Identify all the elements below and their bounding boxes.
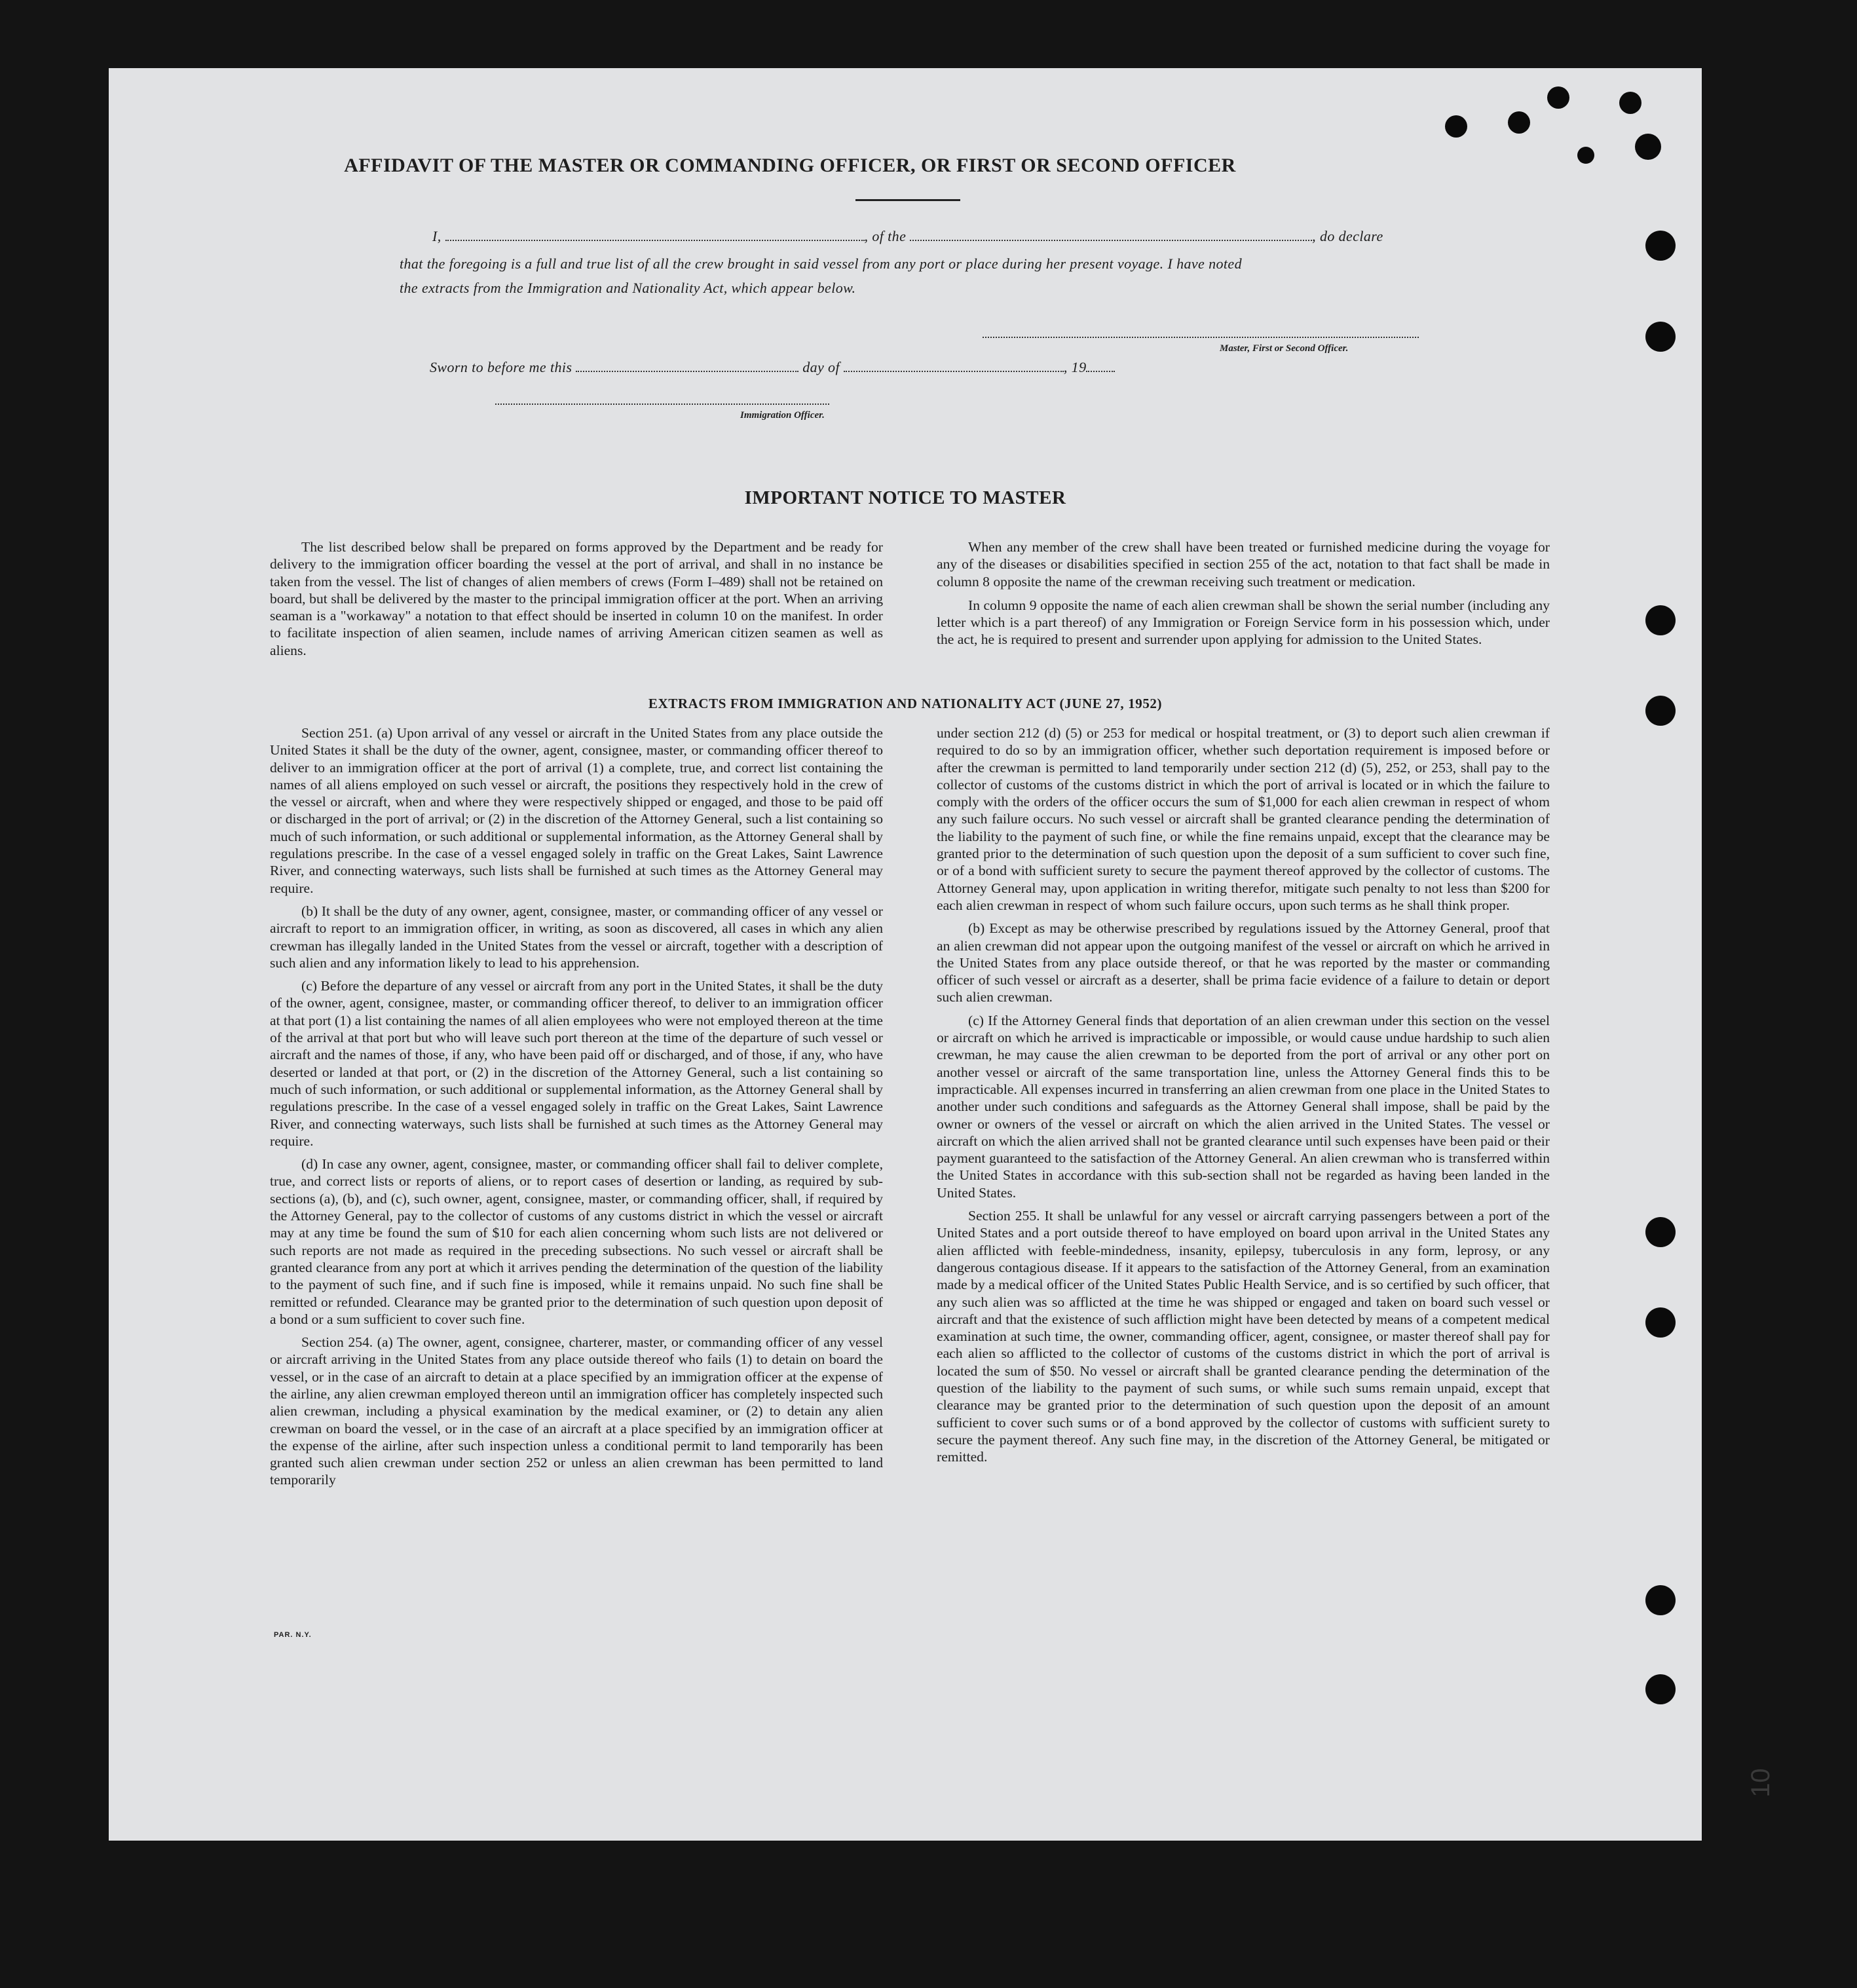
punch-hole	[1645, 1307, 1676, 1338]
section-254c: (c) If the Attorney General finds that deportation of an alien crewman under this section on the vessel or aircraft on which he arrived is impracticable or impossible, or would cause undue hardship to such alien crewman, he may cause the alien crewman to be deported from the port of arrival or any other port on another vessel or aircraft of the same transportation line, unless the Attorney General finds this to be impracticable. All expenses incurred in transferring an alien crewman from one place in the United States to another under such conditions and safeguards as the Attorney General shall impose, shall be paid by the owner or owners of the vessel or aircraft on which the alien arrived in the United States. The vessel or aircraft on which the alien arrived shall not be granted clearance until such expenses have been paid or their payment guaranteed to the satisfaction of the Attorney General. An alien crewman who is transferred within the United States in accordance with this sub-section shall not be regarded as having been landed in the United States.	[937, 1012, 1550, 1201]
section-251c: (c) Before the departure of any vessel or aircraft from any port in the United States, it shall be the duty of the owner, agent, consignee, master, or commanding officer thereof, to deliver to an immigration officer at that port (1) a list containing the names of all alien employees who were not employed thereon at the time of the arrival at that port but who will leave such port thereon at the time of the departure of such vessel or aircraft and the names of those, if any, who have been paid off or discharged, and of those, if any, who have deserted or landed at that port, or (2) in the discretion of the Attorney General, such a list containing so much of such information, or such additional or supplemental information, as the Attorney General shall by regulations prescribe. In the case of a vessel engaged solely in traffic on the Great Lakes, Saint Lawrence River, and connecting waterways, such lists shall be furnished at such times as the Attorney General may require.	[270, 978, 883, 1149]
sworn-year-label: , 19	[1063, 359, 1087, 375]
affidavit-line-2: that the foregoing is a full and true list of all the crew brought in said vessel from any port or place during her present voyage. I have noted	[400, 255, 1242, 272]
name-blank	[445, 228, 865, 241]
notice-right-paragraph-2: In column 9 opposite the name of each alien crewman shall be shown the serial number (including any letter which is a part thereof) of any Immigration or Foreign Service form in his possession which, under the act, he is required to present and surrender upon applying for admission to the United States.	[937, 597, 1550, 648]
punch-hole	[1577, 147, 1594, 164]
section-254b: (b) Except as may be otherwise prescribed by regulations issued by the Attorney General, proof that an alien crewman did not appear upon the outgoing manifest of the vessel or aircraft on which he arrived in the United States from any place outside thereof, or that he was reported by the master or commanding officer of such vessel or aircraft as a deserter, shall be prima facie evidence of a failure to detain or deport such alien crewman.	[937, 920, 1550, 1005]
punch-hole	[1645, 1585, 1676, 1615]
section-254a-start: Section 254. (a) The owner, agent, consignee, charterer, master, or commanding officer of any vessel or aircraft arriving in the United States from any place outside thereof who fails (1) to detain on board the vessel, or in the case of an aircraft to detain at a place specified by an immigration officer at the expense of the airline, any alien crewman employed thereon until an immigration officer has completely inspected such alien crewman, including a physical examination by the medical examiner, or (2) to detain any alien crewman on board the vessel, or in the case of an aircraft at a place specified by an immigration officer at the expense of the airline, after such inspection unless a conditional permit to land temporarily has been granted such alien crewman under section 252 or unless an alien crewman has been permitted to land temporarily	[270, 1334, 883, 1488]
affidavit-line-3: the extracts from the Immigration and Nationality Act, which appear below.	[400, 280, 856, 296]
page-number: 10	[1746, 1768, 1775, 1797]
sworn-line	[430, 359, 1115, 376]
officer-caption: Immigration Officer.	[740, 410, 825, 421]
section-255: Section 255. It shall be unlawful for any vessel or aircraft carrying passengers between a port of the United States and a port outside thereof to have employed on board upon arrival in the United States any alien afflicted with feeble-mindedness, insanity, epilepsy, tuberculosis in any form, leprosy, or any dangerous contagious disease. If it appears to the satisfaction of the Attorney General, from an examination made by a medical officer of the United States Public Health Service, and is so certified by such officer, that any such alien was so afflicted at the time he was shipped or engaged and taken on board such vessel or aircraft and that the existence of such affliction might have been detected by means of a competent medical examination at such time, the owner, commanding officer, agent, consignee, or master thereof shall pay for each alien so afflicted to the collector of customs of the customs district in which the port of arrival is located the sum of $50. No vessel or aircraft shall be granted clearance pending the determination of the question of the liability to the payment of such sums, or while such sums remain unpaid, except that clearance may be granted prior to the determination of such question upon the deposit of an amount sufficient to cover such sums or of a bond approved by the collector of customs with sufficient surety to secure the payment thereof. Any such fine may, in the discretion of the Attorney General, be mitigated or remitted.	[937, 1208, 1550, 1465]
punch-hole	[1635, 134, 1661, 160]
extracts-title: EXTRACTS FROM IMMIGRATION AND NATIONALITY ACT (JUNE 27, 1952)	[648, 696, 1163, 711]
sworn-day-of-label: day of	[802, 359, 840, 375]
extracts-left-column	[270, 724, 883, 1495]
punch-hole	[1645, 605, 1676, 635]
punch-hole	[1645, 1217, 1676, 1247]
sworn-month-blank	[844, 359, 1064, 372]
punch-hole	[1508, 111, 1530, 134]
section-251d: (d) In case any owner, agent, consignee, master, or commanding officer shall fail to deliver complete, true, and correct lists or reports of aliens, or to report cases of desertion or landing, as required by sub-sections (a), (b), and (c), such owner, agent, consignee, master, or commanding officer, shall, if required by the Attorney General, pay to the collector of customs of any customs district in which the vessel or aircraft may at any time be found the sum of $10 for each alien concerning whom such lists are not delivered or such reports are not made as required in the preceding subsections. No such vessel or aircraft shall be granted clearance from any port at which it arrives pending the determination of the question of the liability to the payment of such fine, and if such fine is imposed, while it remains unpaid. No such fine shall be remitted or refunded. Clearance may be granted prior to the determination of such question upon deposit of a bond or a sum sufficient to cover such fine.	[270, 1156, 883, 1327]
punch-hole	[1619, 92, 1641, 114]
punch-hole	[1645, 231, 1676, 261]
section-251b: (b) It shall be the duty of any owner, agent, consignee, master, or commanding officer of any vessel or aircraft to report to an immigration officer, in writing, as soon as discovered, all cases in which any alien crewman has illegally landed in the United States from the vessel or aircraft, together with a description of such alien and any information likely to lead to his apprehension.	[270, 903, 883, 971]
sworn-year-blank	[1086, 359, 1115, 372]
affidavit-title: AFFIDAVIT OF THE MASTER OR COMMANDING OFFICER, OR FIRST OR SECOND OFFICER	[344, 155, 1236, 176]
affidavit-of-the-label: , of the	[864, 228, 907, 244]
section-254a-continued: under section 212 (d) (5) or 253 for medical or hospital treatment, or (3) to deport such alien crewman if required to do so by an immigration officer, whether such deportation requirement is imposed before or after the crewman is permitted to land temporarily under section 212 (d) (5), 252, or 253, shall pay to the collector of customs of the customs district in which the port of arrival is located or in which the failure to comply with the orders of the officer occurs the sum of $1,000 for each alien crewman in respect of whom any such failure occurs. No such vessel or aircraft shall be granted clearance pending the determination of the liability to the payment of such fine, or while the fine remains unpaid, except that the clearance may be granted prior to the determination of such question upon the deposit of a sum sufficient to cover such fine, or of a bond with sufficient surety to secure the payment thereof approved by the collector of customs. The Attorney General may, upon application in writing therefor, mitigate such penalty to not less than $200 for each alien crewman in respect of whom such failure occurs, upon such terms as he shall think proper.	[937, 725, 1550, 913]
title-rule	[855, 199, 960, 201]
notice-right-paragraph-1: When any member of the crew shall have been treated or furnished medicine during the voyage for any of the diseases or disabilities specified in section 255 of the act, notation to that fact shall be made in column 8 opposite the name of the crewman receiving such treatment or medication.	[937, 539, 1550, 590]
affidavit-line-1	[432, 228, 1383, 245]
sworn-date-blank	[576, 359, 798, 372]
notice-right-column	[937, 538, 1550, 654]
notice-title: IMPORTANT NOTICE TO MASTER	[744, 487, 1066, 508]
section-251a: Section 251. (a) Upon arrival of any vessel or aircraft in the United States from any place outside the United States it shall be the duty of the owner, agent, consignee, master, or commanding officer thereof to deliver to an immigration officer at the port of arrival (1) a complete, true, and correct list containing the names of all aliens employed on such vessel or aircraft, the positions they respectively hold in the crew of the vessel or aircraft, when and where they were respectively shipped or engaged, and those to be paid off or discharged in the port of arrival; or (2) in the discretion of the Attorney General, such a list containing so much of such information, or such additional or supplemental information, as the Attorney General shall by regulations prescribe. In the case of a vessel engaged solely in traffic on the Great Lakes, Saint Lawrence River, and connecting waterways, such lists shall be furnished at such times as the Attorney General may require.	[270, 725, 883, 896]
punch-hole	[1645, 322, 1676, 352]
printer-mark: PAR. N.Y.	[274, 1631, 312, 1639]
affidavit-i-label: I,	[432, 228, 441, 244]
document-sheet	[109, 68, 1775, 1841]
officer-signature-line	[495, 403, 829, 405]
master-signature-line	[983, 337, 1419, 338]
punch-hole	[1547, 86, 1569, 109]
notice-left-column	[270, 538, 883, 665]
vessel-blank	[910, 228, 1312, 241]
punch-hole	[1445, 115, 1467, 138]
affidavit-do-declare-label: , do declare	[1312, 228, 1383, 244]
sworn-prefix: Sworn to before me this	[430, 359, 572, 375]
punch-hole	[1645, 1674, 1676, 1704]
master-caption: Master, First or Second Officer.	[1220, 343, 1349, 354]
notice-left-paragraph: The list described below shall be prepared on forms approved by the Department and be ready for delivery to the immigration officer boarding the vessel at the port of arrival, and shall in no instance be taken from the vessel. The list of changes of alien members of crews (Form I–489) shall not be retained on board, but shall be delivered by the master to the principal immigration officer at the port. When an arriving seaman is a "workaway" a notation to that effect should be inserted in column 10 on the manifest. In order to facilitate inspection of alien seamen, include names of arriving American citizen seamen as well as aliens.	[270, 539, 883, 658]
extracts-right-column	[937, 724, 1550, 1471]
